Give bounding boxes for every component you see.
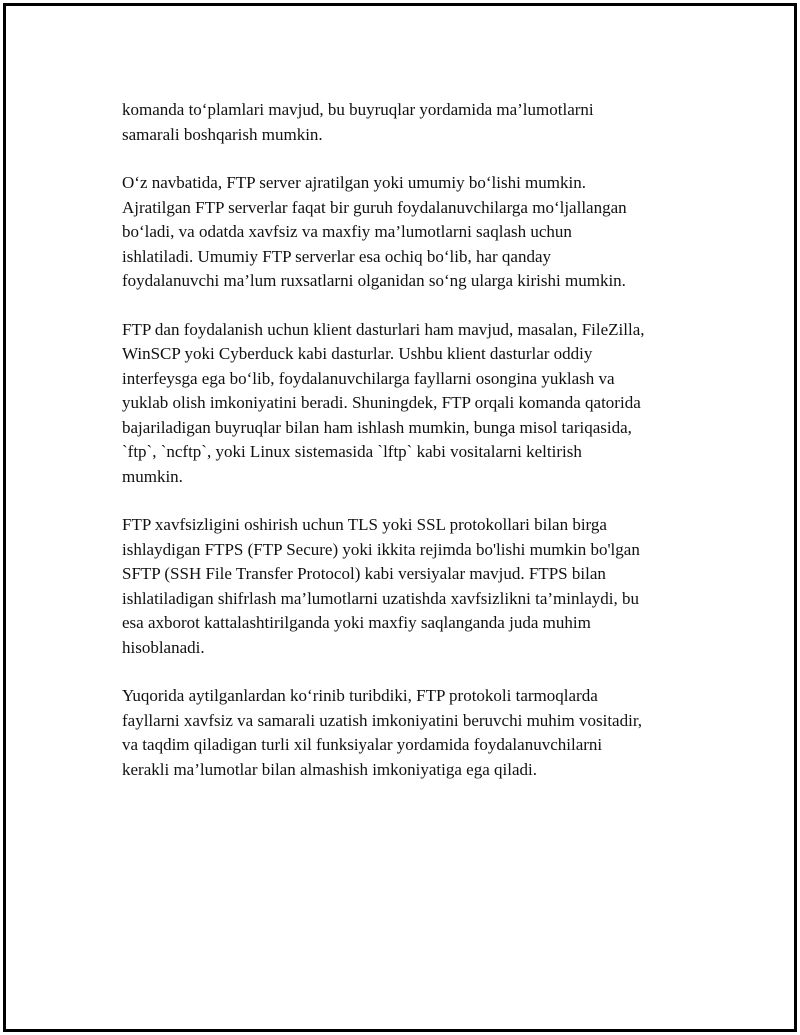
text-line: O‘z navbatida, FTP server ajratilgan yoki umumiy bo‘lishi mumkin.: [122, 173, 586, 192]
text-line: WinSCP yoki Cyberduck kabi dasturlar. Ushbu klient dasturlar oddiy: [122, 344, 593, 363]
text-line: esa axborot kattalashtirilganda yoki maxfiy saqlanganda juda muhim: [122, 613, 591, 632]
paragraph-2: [122, 171, 722, 294]
text-line: `ftp`, `ncftp`, yoki Linux sistemasida `lftp` kabi vositalarni keltirish: [122, 442, 582, 461]
document-body: [122, 98, 722, 806]
text-line: va taqdim qiladigan turli xil funksiyalar yordamida foydalanuvchilarni: [122, 735, 603, 754]
text-line: ishlaydigan FTPS (FTP Secure) yoki ikkita rejimda bo'lishi mumkin bo'lgan: [122, 539, 640, 559]
text-line: Ajratilgan FTP serverlar faqat bir guruh foydalanuvchilarga mo‘ljallangan: [122, 197, 627, 217]
text-line: kerakli ma’lumotlar bilan almashish imkoniyatiga ega qiladi.: [122, 759, 537, 779]
paragraph-1: [122, 98, 722, 147]
text-line: bo‘ladi, va odatda xavfsiz va maxfiy ma’lumotlarni saqlash uchun: [122, 222, 572, 241]
paragraph-3: [122, 318, 722, 490]
text-line: FTP xavfsizligini oshirish uchun TLS yoki SSL protokollari bilan birga: [122, 515, 607, 534]
text-line: Yuqorida aytilganlardan ko‘rinib turibdiki, FTP protokoli tarmoqlarda: [122, 686, 598, 705]
text-line: ishlatiladigan shifrlash ma’lumotlarni uzatishda xavfsizlikni ta’minlaydi, bu: [122, 588, 639, 608]
text-line: fayllarni xavfsiz va samarali uzatish imkoniyatini beruvchi muhim vositadir,: [122, 710, 643, 730]
text-line: samarali boshqarish mumkin.: [122, 124, 323, 144]
text-line: SFTP (SSH File Transfer Protocol) kabi versiyalar mavjud. FTPS bilan: [122, 564, 606, 583]
page-frame: [3, 3, 797, 1032]
text-line: hisoblanadi.: [122, 637, 205, 657]
text-line: komanda to‘plamlari mavjud, bu buyruqlar yordamida ma’lumotlarni: [122, 100, 594, 119]
paragraph-4: [122, 513, 722, 660]
text-line: foydalanuvchi ma’lum ruxsatlarni olganidan so‘ng ularga kirishi mumkin.: [122, 271, 626, 290]
text-line: FTP dan foydalanish uchun klient dasturlari ham mavjud, masalan, FileZilla,: [122, 319, 645, 339]
text-line: mumkin.: [122, 466, 183, 486]
text-line: interfeysga ega bo‘lib, foydalanuvchilarga fayllarni osongina yuklash va: [122, 368, 615, 388]
text-line: bajariladigan buyruqlar bilan ham ishlash mumkin, bunga misol tariqasida,: [122, 417, 632, 437]
paragraph-5: [122, 684, 722, 782]
text-line: ishlatiladi. Umumiy FTP serverlar esa ochiq bo‘lib, har qanday: [122, 246, 551, 266]
text-line: yuklab olish imkoniyatini beradi. Shuningdek, FTP orqali komanda qatorida: [122, 393, 641, 412]
